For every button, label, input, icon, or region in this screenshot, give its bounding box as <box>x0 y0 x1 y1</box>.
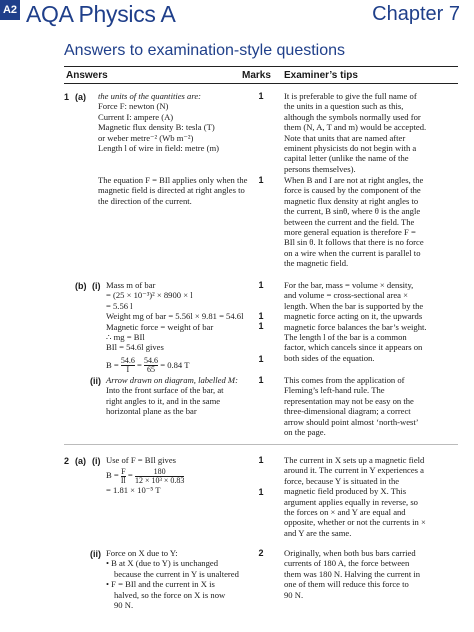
tip-line: capital letter (unlike the name of the <box>284 153 409 164</box>
tip-line: one of them will reduce this force to <box>284 579 409 590</box>
tip-1bi <box>284 280 427 363</box>
numerator: 54.6 <box>144 356 159 366</box>
answer-line: Arrow drawn on diagram, labelled M: <box>106 375 238 385</box>
tip-line: BIl sin θ. It follows that there is no force <box>284 237 424 248</box>
mark-value: 1 <box>258 354 264 364</box>
tip-line: length. When the bar is supported by the <box>284 300 424 311</box>
answer-line: Force F: newton (N) <box>98 101 169 112</box>
answer-line: magnetic field is directed at right angles to <box>98 185 245 196</box>
subpart-label: (i) <box>92 281 101 291</box>
tip-line: It is preferable to give the full name of <box>284 91 417 101</box>
numerator: 54.6 <box>120 356 135 366</box>
tip-1a-equation <box>284 175 424 269</box>
tip-line: representation may not be easy on the <box>284 395 414 406</box>
formula-text: B = <box>106 470 121 481</box>
tip-line: Originally, when both bus bars carried <box>284 548 416 558</box>
fraction <box>121 357 135 374</box>
question-divider <box>64 444 458 445</box>
answer-line: BIl = 54.6l gives <box>106 342 164 353</box>
tip-line: The length l of the bar is a common <box>284 332 407 343</box>
answer-line: halved, so the force on X is now <box>114 589 226 600</box>
mark-value: 1 <box>258 91 264 101</box>
tip-line: and Y are the same. <box>284 527 352 538</box>
mark-value: 1 <box>258 311 264 321</box>
answer-1bi <box>106 280 244 375</box>
mark-value: 1 <box>258 375 264 385</box>
part-label: (b) <box>75 281 87 291</box>
section-badge: A2 <box>0 0 20 20</box>
mark-value: 1 <box>258 487 264 497</box>
answer-line: Magnetic flux density B: tesla (T) <box>98 122 215 133</box>
tip-line: them (N, A, T and m) would be accepted. <box>284 122 427 133</box>
tip-line: For the bar, mass = volume × density, <box>284 280 414 290</box>
answer-line: = (25 × 10⁻³)² × 8900 × l <box>106 290 193 301</box>
mark-value: 1 <box>258 175 264 185</box>
answer-line: Magnetic force = weight of bar <box>106 321 214 332</box>
subpart-label: (ii) <box>90 549 101 559</box>
denominator: 12 × 10³ × 0.83 <box>134 475 185 485</box>
column-header-tips: Examiner’s tips <box>284 70 358 81</box>
numerator: F <box>121 466 126 476</box>
answer-2aii <box>106 548 239 610</box>
mark-value: 1 <box>258 455 264 465</box>
subpart-label: (ii) <box>90 376 101 386</box>
answer-2ai <box>106 455 184 496</box>
tip-line: and volume = cross-sectional area × <box>284 290 408 301</box>
tip-line: the current, B sinθ, where θ is the angle <box>284 206 421 217</box>
aqa-physics-logo: AQA Physics A <box>26 1 176 27</box>
tip-line: persons themselves). <box>284 163 356 174</box>
tip-line: magnetic flux density at right angles to <box>284 195 419 206</box>
tip-line: magnetic force balances the bar’s weight. <box>284 321 427 332</box>
answer-line: Into the front surface of the bar, at <box>106 385 224 396</box>
tip-1a-units <box>284 91 426 174</box>
answer-line: Use of F = BIl gives <box>106 455 177 465</box>
formula-text: B = <box>106 359 121 370</box>
column-header-marks: Marks <box>242 70 271 81</box>
part-label: (a) <box>75 92 86 102</box>
tip-line: on the page. <box>284 427 326 438</box>
fraction <box>135 468 184 485</box>
chapter-title: Chapter 7 <box>372 3 460 25</box>
bullet-line <box>106 579 239 589</box>
answer-1a-equation <box>98 175 247 206</box>
tip-line: more general equation is therefore F = <box>284 227 416 238</box>
tip-line: 90 N. <box>284 589 304 600</box>
formula-text: = <box>134 359 145 370</box>
numerator: 180 <box>135 468 184 477</box>
denominator: 65 <box>147 365 156 375</box>
mark-value: 1 <box>258 280 264 290</box>
mark-value: 1 <box>258 321 264 331</box>
tip-line: the magnetic field. <box>284 258 349 269</box>
answer-line: or weber metre⁻² (Wb m⁻²) <box>98 132 194 143</box>
tip-line: magnetic field produced by X. This <box>284 486 407 497</box>
answer-1a-units <box>98 91 219 153</box>
tip-line: between the current and the field. The <box>284 216 415 227</box>
mark-value: 2 <box>258 548 264 558</box>
tip-line: force is caused by the component of the <box>284 185 421 196</box>
answer-line: Current I: ampere (A) <box>98 111 174 122</box>
answer-line: ∴ mg = BIl <box>106 332 145 343</box>
tip-line: factor, which cancels since it appears on <box>284 342 423 353</box>
tip-line: three-dimensional diagram; a correct <box>284 406 411 417</box>
tip-line: eminent physicists do not begin with a <box>284 143 417 154</box>
tip-line: although the symbols normally used for <box>284 111 421 122</box>
header-divider <box>64 66 458 67</box>
tip-line: magnetic force acting on it, the upwards <box>284 311 423 322</box>
tip-line: arrow should point almost ‘north-west’ <box>284 416 419 427</box>
answer-line: Weight mg of bar = 5.56l × 9.81 = 54.6l <box>106 311 244 322</box>
column-header-answers: Answers <box>66 70 108 81</box>
page-title: Answers to examination-style questions <box>64 42 346 59</box>
subpart-label: (i) <box>92 456 101 466</box>
formula-text: = 0.84 T <box>158 359 190 370</box>
answer-line: F = BIl and the current in X is <box>111 579 215 590</box>
answer-line: Force on X due to Y: <box>106 548 178 558</box>
denominator: I <box>126 365 130 375</box>
tip-line: When B and I are not at right angles, the <box>284 175 424 185</box>
answer-line: The equation F = BIl applies only when the <box>98 175 248 185</box>
tip-line: argument applies equally in reverse, so <box>284 496 418 507</box>
answer-line: Length l of wire in field: metre (m) <box>98 143 219 154</box>
tip-line: both sides of the equation. <box>284 352 375 363</box>
tip-line: force, because Y is situated in the <box>284 475 400 486</box>
tip-line: Fleming’s left-hand rule. The <box>284 385 385 396</box>
answer-line: because the current in Y is unaltered <box>114 568 239 579</box>
tip-line: on a wire when the current is parallel to <box>284 247 421 258</box>
tip-line: opposite, whether or not the currents in × <box>284 517 426 528</box>
tip-2ai <box>284 455 426 538</box>
tip-line: around it. The current in Y experiences a <box>284 465 424 476</box>
answer-line: horizontal plane as the bar <box>106 406 197 417</box>
answer-line: the direction of the current. <box>98 195 192 206</box>
denominator: Il <box>120 475 126 485</box>
tip-line: the units in a question such as this, <box>284 101 404 112</box>
answer-line: Mass m of bar <box>106 280 156 290</box>
answer-line: 90 N. <box>114 600 134 611</box>
question-number: 1 <box>64 92 70 102</box>
tip-1bii <box>284 375 419 437</box>
answer-line: = 1.81 × 10⁻⁵ T <box>106 485 161 496</box>
tip-line: The current in X sets up a magnetic field <box>284 455 425 465</box>
answer-line: the units of the quantities are: <box>98 91 202 101</box>
tip-line: the forces on × and Y are equal and <box>284 507 406 518</box>
part-label: (a) <box>75 456 86 466</box>
formula-b <box>106 355 244 375</box>
fraction <box>144 357 158 374</box>
answer-line: = 5.56 l <box>106 300 133 311</box>
bullet-icon: • <box>106 558 112 569</box>
question-number: 2 <box>64 456 70 466</box>
answer-line: right angles to it, and in the same <box>106 395 221 406</box>
formula-b <box>106 465 184 485</box>
tip-2aii <box>284 548 420 600</box>
tip-line: currents of 180 A, the force between <box>284 558 410 569</box>
header-divider <box>64 83 458 84</box>
formula-text: = <box>125 470 135 481</box>
answer-line: B at X (due to Y) is unchanged <box>111 558 219 569</box>
tip-line: them was 180 N. Halving the current in <box>284 568 421 579</box>
bullet-line <box>106 558 239 568</box>
answer-1bii <box>106 375 238 417</box>
tip-line: Note that units that are named after <box>284 132 406 143</box>
tip-line: This comes from the application of <box>284 375 405 385</box>
bullet-icon: • <box>106 579 112 590</box>
